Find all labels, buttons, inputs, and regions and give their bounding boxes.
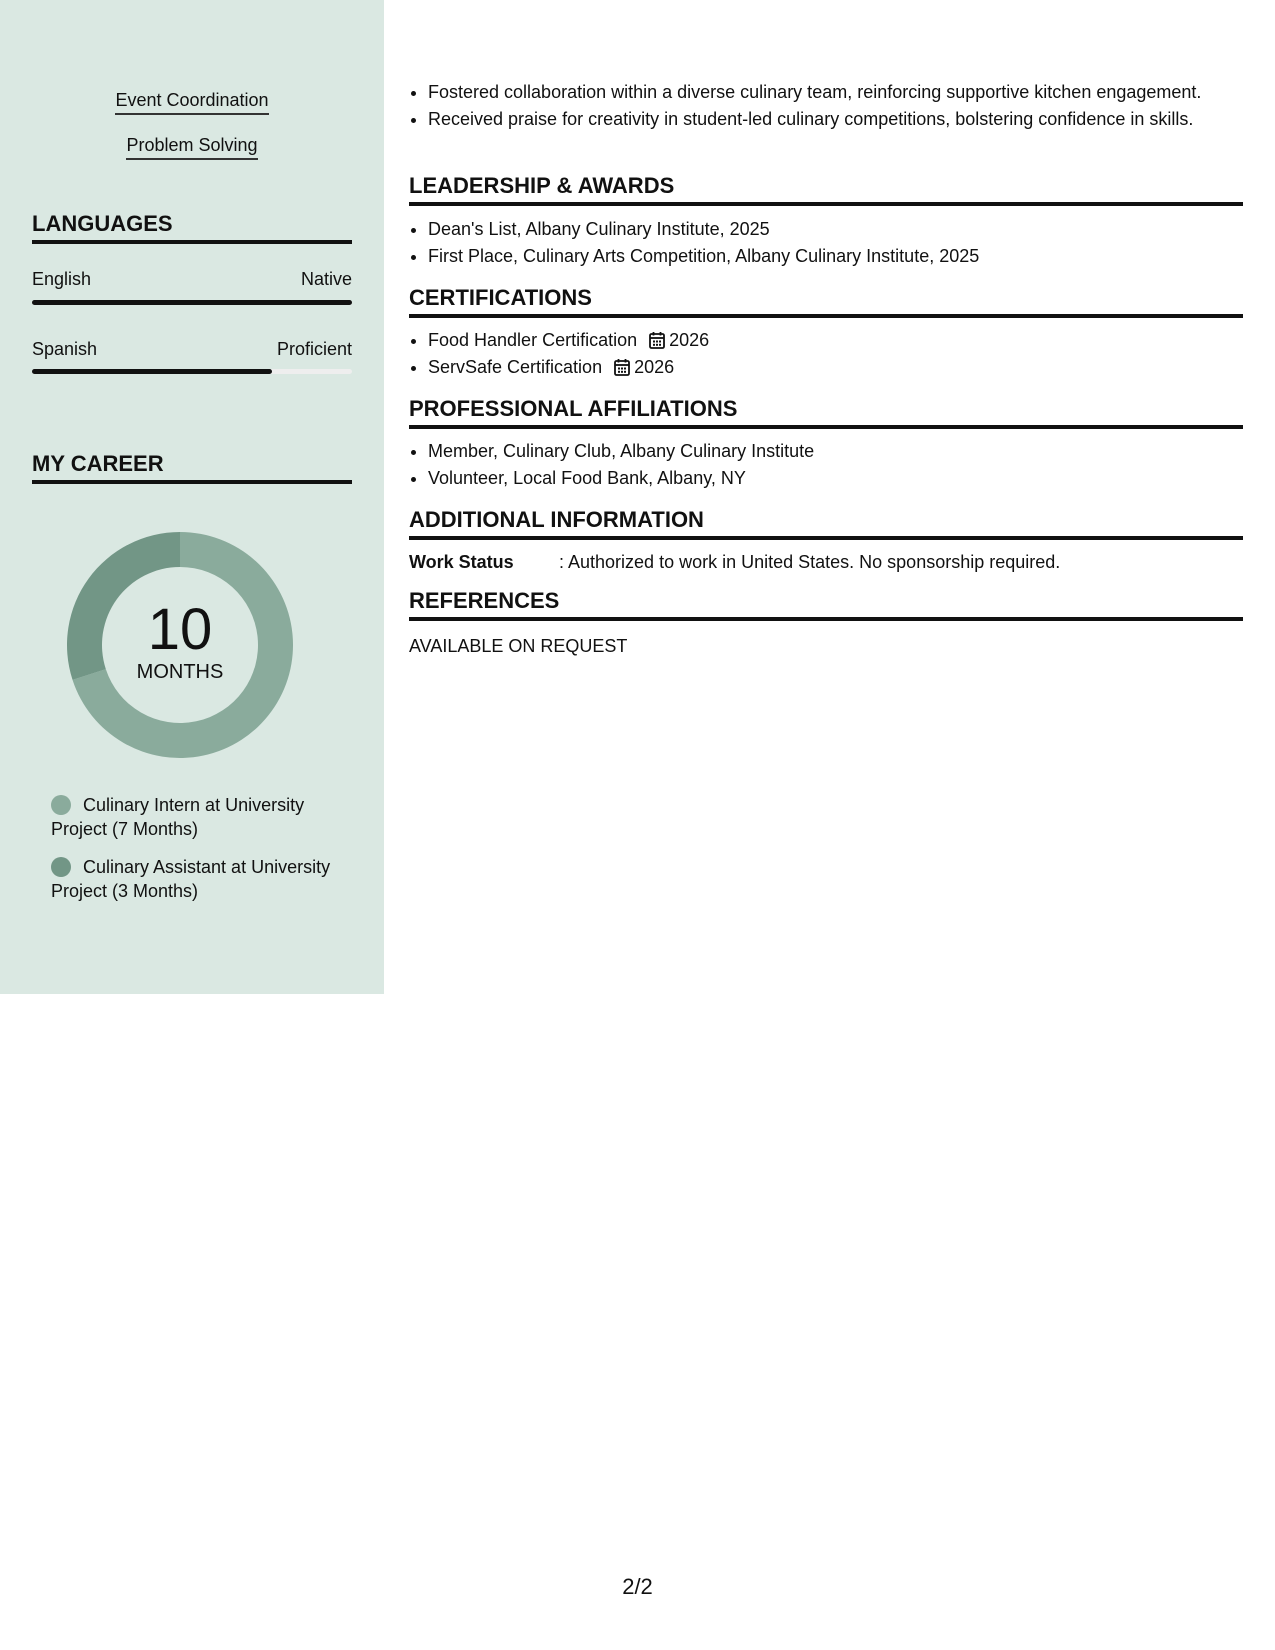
list-item xyxy=(428,355,1262,379)
cert-year: 2026 xyxy=(669,330,710,350)
calendar-icon xyxy=(614,358,630,376)
language-bar-spanish xyxy=(32,369,352,374)
skill-event-coordination: Event Coordination xyxy=(115,88,268,115)
cert-name: Food Handler Certification xyxy=(428,330,638,350)
language-level: Native xyxy=(300,269,352,289)
work-status-label: Work Status xyxy=(409,552,514,572)
list-item: • Volunteer, Local Food Bank, Albany, NY xyxy=(428,466,1262,490)
list-item: • Dean's List, Albany Culinary Institute, 2025 xyxy=(428,217,1262,241)
legend-dot-icon xyxy=(51,857,71,877)
language-bar-fill xyxy=(32,300,352,305)
references-text: AVAILABLE ON REQUEST xyxy=(409,636,628,656)
skill-problem-solving: Problem Solving xyxy=(126,133,257,160)
career-total: 10 xyxy=(147,597,213,662)
calendar-icon xyxy=(649,331,665,349)
leadership-heading: LEADERSHIP & AWARDS xyxy=(409,172,1243,206)
language-level: Proficient xyxy=(276,339,352,359)
legend-item-assistant xyxy=(51,855,331,903)
affiliations-heading: PROFESSIONAL AFFILIATIONS xyxy=(409,395,1243,429)
cert-year: 2026 xyxy=(634,357,675,377)
work-status-value: : Authorized to work in United States. No sponsorship required. xyxy=(559,552,1061,572)
language-row-spanish xyxy=(32,337,352,361)
legend-dot-icon xyxy=(51,795,71,815)
references-heading: REFERENCES xyxy=(409,587,1243,621)
work-status-row xyxy=(409,550,1060,574)
legend-label: Culinary Intern at University Project (7 Months) xyxy=(51,795,305,839)
legend-item-intern xyxy=(51,793,331,841)
certifications-list xyxy=(409,328,1262,382)
career-heading: MY CAREER xyxy=(32,450,352,484)
leadership-list xyxy=(409,217,1262,271)
language-bar-english xyxy=(32,300,352,305)
language-name: Spanish xyxy=(32,339,98,359)
list-item: • Fostered collaboration within a diverse culinary team, reinforcing supportive kitchen engagement. xyxy=(428,80,1262,104)
career-unit: MONTHS xyxy=(136,661,224,683)
page-number: 2/2 xyxy=(622,1574,653,1599)
list-item: • Member, Culinary Club, Albany Culinary Institute xyxy=(428,439,1262,463)
sidebar xyxy=(0,0,384,994)
language-name: English xyxy=(32,269,92,289)
languages-heading: LANGUAGES xyxy=(32,210,352,244)
list-item: • Received praise for creativity in student-led culinary competitions, bolstering confidence in skills. xyxy=(428,107,1262,131)
language-row-english xyxy=(32,267,352,291)
language-bar-fill xyxy=(32,369,272,374)
cert-name: ServSafe Certification xyxy=(428,357,603,377)
additional-info-heading: ADDITIONAL INFORMATION xyxy=(409,506,1243,540)
donut-center xyxy=(67,532,293,758)
certifications-heading: CERTIFICATIONS xyxy=(409,284,1243,318)
list-item: • First Place, Culinary Arts Competition, Albany Culinary Institute, 2025 xyxy=(428,244,1262,268)
experience-bullets xyxy=(409,80,1262,134)
affiliations-list xyxy=(409,439,1262,493)
list-item xyxy=(428,328,1262,352)
legend-label: Culinary Assistant at University Project (3 Months) xyxy=(51,857,331,901)
career-donut-chart xyxy=(67,532,293,758)
